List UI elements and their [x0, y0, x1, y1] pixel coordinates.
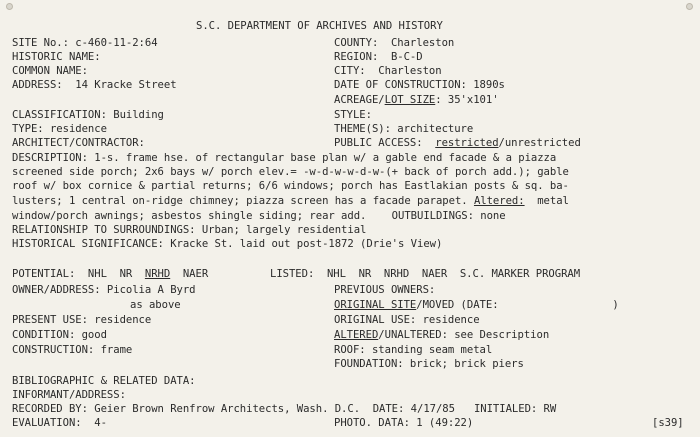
punch-hole-left	[6, 3, 13, 10]
previous-owners: PREVIOUS OWNERS:	[334, 284, 436, 296]
description-line-1: DESCRIPTION: 1-s. frame hse. of rectangular base plan w/ a gable end facade & a piazza	[12, 152, 557, 164]
altered-unaltered: ALTERED/UNALTERED: see Description	[334, 329, 550, 341]
owner-address: OWNER/ADDRESS: Picolia A Byrd	[12, 284, 196, 296]
historical-significance: HISTORICAL SIGNIFICANCE: Kracke St. laid out post-1872 (Drie's View)	[12, 238, 443, 250]
photo-data: PHOTO. DATA: 1 (49:22)	[334, 417, 474, 429]
common-name: COMMON NAME:	[12, 65, 88, 77]
region: REGION: B-C-D	[334, 51, 423, 63]
recorded-by: RECORDED BY: Geier Brown Renfrow Architects, Wash. D.C. DATE: 4/17/85 INITIALED: RW	[12, 403, 557, 415]
city: CITY: Charleston	[334, 65, 442, 77]
potential: POTENTIAL: NHL NR NRHD NAER	[12, 268, 209, 280]
description-line-3: roof w/ box cornice & partial returns; 6/6 windows; porch has Eastlakian posts & sq. ba-	[12, 180, 569, 192]
description-line-2: screened side porch; 2x6 bays w/ porch elev.= -w-d-w-w-d-w-(+ back of porch add.); gable	[12, 166, 569, 178]
listed: LISTED: NHL NR NRHD NAER S.C. MARKER PROGRAM	[270, 268, 581, 280]
style: STYLE:	[334, 109, 372, 121]
original-site-moved: ORIGINAL SITE/MOVED (DATE: )	[334, 299, 619, 311]
page-title: S.C. DEPARTMENT OF ARCHIVES AND HISTORY	[196, 20, 443, 32]
county: COUNTY: Charleston	[334, 37, 455, 49]
historic-name: HISTORIC NAME:	[12, 51, 101, 63]
acreage-lot-size: ACREAGE/LOT SIZE: 35'x101'	[334, 94, 499, 106]
original-use: ORIGINAL USE: residence	[334, 314, 480, 326]
relationship-to-surroundings: RELATIONSHIP TO SURROUNDINGS: Urban; largely residential	[12, 224, 367, 236]
description-line-5: window/porch awnings; asbestos shingle siding; rear add. OUTBUILDINGS: none	[12, 210, 506, 222]
classification: CLASSIFICATION: Building	[12, 109, 164, 121]
punch-hole-right	[686, 3, 693, 10]
site-number: SITE No.: c-460-11-2:64	[12, 37, 158, 49]
date-of-construction: DATE OF CONSTRUCTION: 1890s	[334, 79, 505, 91]
bibliographic-data: BIBLIOGRAPHIC & RELATED DATA:	[12, 375, 196, 387]
architect-contractor: ARCHITECT/CONTRACTOR:	[12, 137, 145, 149]
present-use: PRESENT USE: residence	[12, 314, 152, 326]
foundation: FOUNDATION: brick; brick piers	[334, 358, 524, 370]
roof: ROOF: standing seam metal	[334, 344, 493, 356]
public-access: PUBLIC ACCESS: restricted/unrestricted	[334, 137, 581, 149]
description-line-4: lusters; 1 central on-ridge chimney; piazza screen has a facade parapet. Altered: metal	[12, 195, 569, 207]
record-code: [s39]	[652, 417, 684, 429]
construction: CONSTRUCTION: frame	[12, 344, 133, 356]
informant-address: INFORMANT/ADDRESS:	[12, 389, 126, 401]
evaluation: EVALUATION: 4-	[12, 417, 107, 429]
themes: THEME(S): architecture	[334, 123, 474, 135]
owner-address-line-2: as above	[130, 299, 181, 311]
condition: CONDITION: good	[12, 329, 107, 341]
type: TYPE: residence	[12, 123, 107, 135]
address: ADDRESS: 14 Kracke Street	[12, 79, 177, 91]
